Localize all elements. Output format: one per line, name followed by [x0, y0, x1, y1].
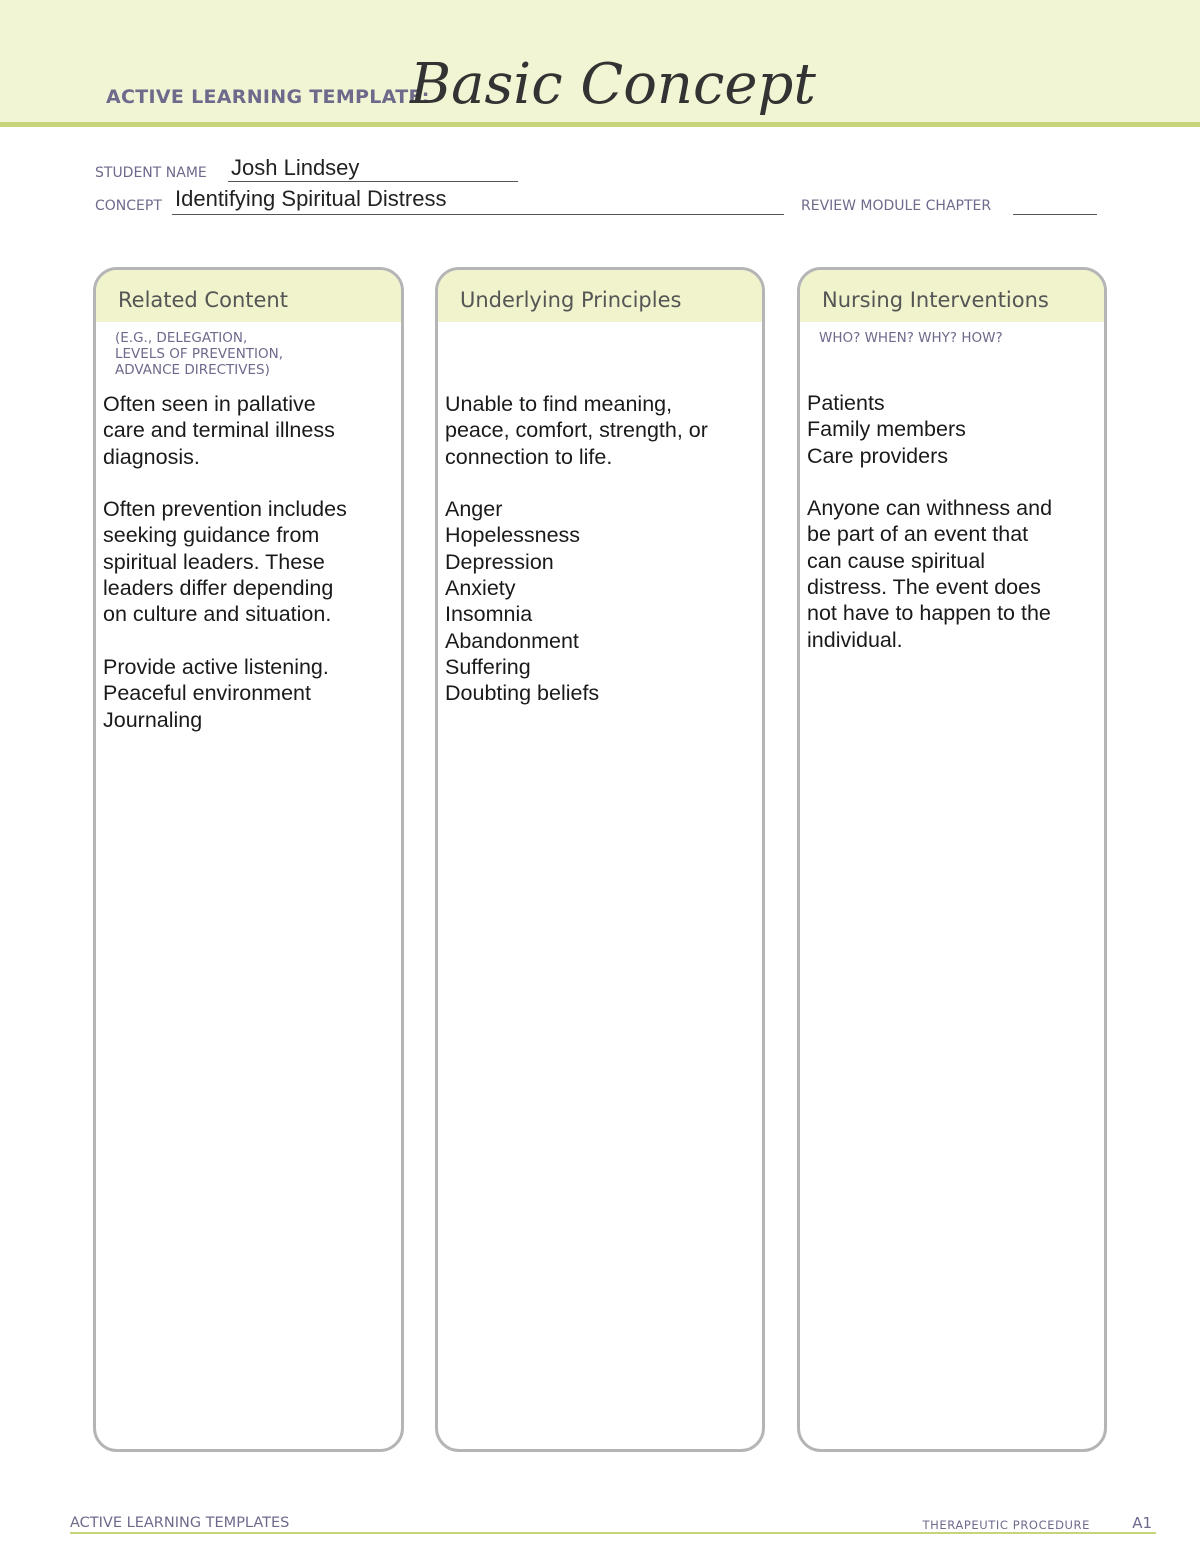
review-module-label: REVIEW MODULE CHAPTER: [801, 198, 992, 214]
concept-field[interactable]: Identifying Spiritual Distress: [175, 186, 447, 211]
nursing-interventions-hint: WHO? WHEN? WHY? HOW?: [819, 330, 1003, 346]
footer-category-label: THERAPEUTIC PROCEDURE: [922, 1518, 1090, 1532]
student-name-label: STUDENT NAME: [95, 165, 207, 181]
template-title: Basic Concept: [410, 52, 816, 117]
nursing-interventions-text[interactable]: Patients Family members Care providers Anyone can withness and be part of an event that can cause spiritual distress. The event does not have to happen to the individual.: [807, 391, 1053, 652]
related-content-heading: Related Content: [96, 270, 401, 322]
concept-label: CONCEPT: [95, 198, 162, 214]
related-content-text[interactable]: Often seen in pallative care and terminal illness diagnosis. Often prevention includes seeking guidance from spiritual leaders. These leaders differ depending on culture and situation. Provide active listening. Peaceful environment Journaling: [103, 392, 347, 732]
underlying-principles-heading: Underlying Principles: [438, 270, 762, 322]
footer-divider: [70, 1532, 1156, 1534]
underlying-principles-text[interactable]: Unable to find meaning, peace, comfort, strength, or connection to life. Anger Hopelessness Depression Anxiety Insomnia Abandonment Suffering Doubting beliefs: [445, 392, 708, 706]
related-content-column: [93, 267, 404, 1452]
header-divider: [0, 122, 1200, 127]
student-name-field[interactable]: Josh Lindsey: [231, 155, 360, 180]
student-name-underline: [228, 181, 518, 182]
template-label: ACTIVE LEARNING TEMPLATE:: [106, 86, 430, 108]
nursing-interventions-heading: Nursing Interventions: [800, 270, 1104, 322]
related-content-hint: (E.G., DELEGATION, LEVELS OF PREVENTION, ADVANCE DIRECTIVES): [115, 330, 284, 378]
nursing-interventions-column: [797, 267, 1107, 1452]
review-module-field[interactable]: [1013, 214, 1097, 215]
footer-page-number: A1: [1132, 1514, 1152, 1532]
underlying-principles-column: [435, 267, 765, 1452]
concept-underline: [172, 214, 784, 215]
footer-series-label: ACTIVE LEARNING TEMPLATES: [70, 1515, 290, 1531]
